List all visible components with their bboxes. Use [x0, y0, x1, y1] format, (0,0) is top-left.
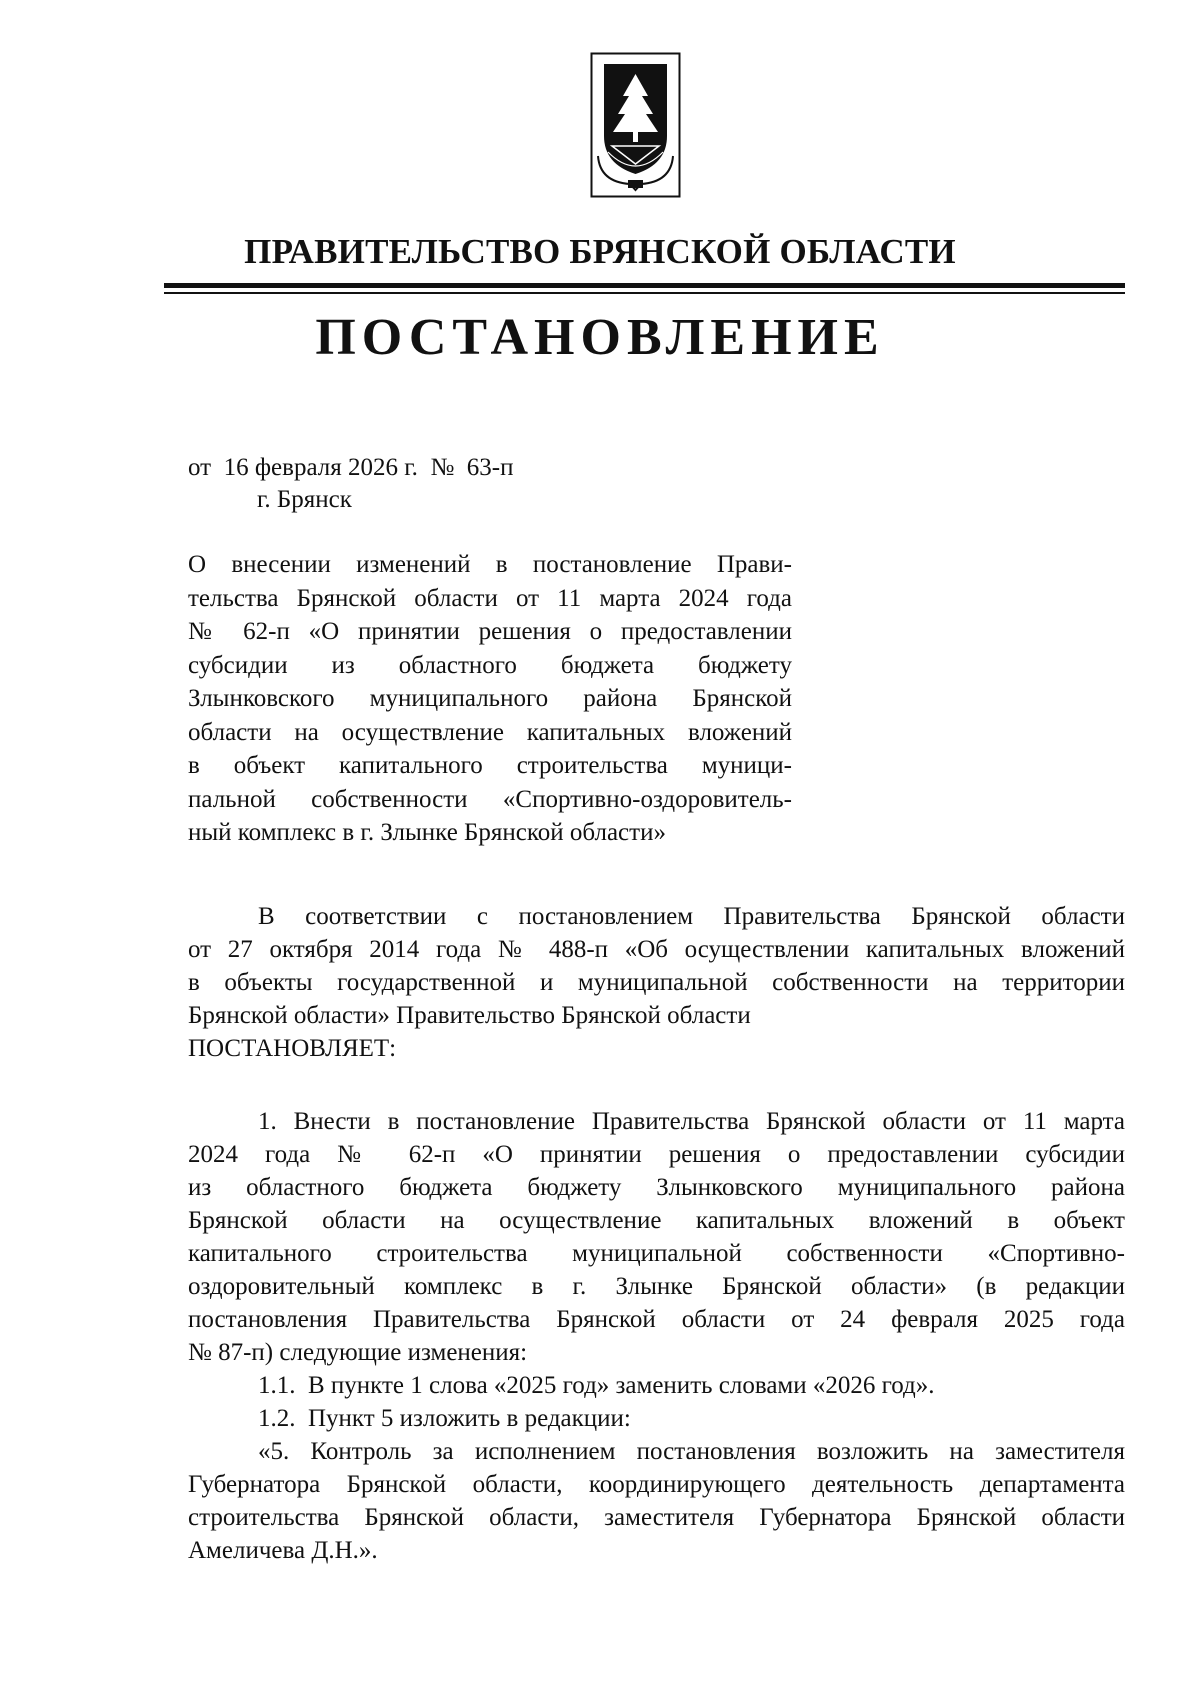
- subject-line: Злынковского муниципального района Брянской: [188, 685, 792, 712]
- subject-line: ный комплекс в г. Злынке Брянской области»: [188, 819, 666, 846]
- preamble-line: В соответствии с постановлением Правительства Брянской области: [258, 903, 1125, 930]
- subject-line: пальной собственности «Спортивно-оздоровитель-: [188, 785, 792, 813]
- header-rule-thick: [164, 283, 1125, 288]
- item-1-line: оздоровительный комплекс в г. Злынке Брянской области» (в редакции: [188, 1273, 1125, 1300]
- government-title: ПРАВИТЕЛЬСТВО БРЯНСКОЙ ОБЛАСТИ: [244, 232, 956, 271]
- item-1-line: Брянской области на осуществление капитальных вложений в объект: [188, 1207, 1125, 1234]
- document-date: 16 февраля 2026 г.: [223, 454, 418, 481]
- document-body: [188, 900, 1125, 1567]
- item-1-line: из областного бюджета бюджету Злынковского муниципального района: [188, 1174, 1125, 1201]
- subject-line: области на осуществление капитальных вложений: [188, 718, 792, 746]
- date-prefix: от: [188, 454, 212, 481]
- item-1-line: 2024 года № 62-п «О принятии решения о предоставлении субсидии: [188, 1141, 1125, 1168]
- subject-line: субсидии из областного бюджета бюджету: [188, 651, 792, 679]
- item-1-line: № 87-п) следующие изменения:: [188, 1339, 528, 1366]
- item-1-1: 1.1. В пункте 1 слова «2025 год» заменить словами «2026 год».: [258, 1372, 935, 1399]
- item-1-line: постановления Правительства Брянской области от 24 февраля 2025 года: [188, 1306, 1125, 1333]
- item-1-line: капитального строительства муниципальной собственности «Спортивно-: [188, 1240, 1125, 1267]
- subject-line: № 62-п «О принятии решения о предоставлении: [188, 618, 792, 645]
- preamble-line: от 27 октября 2014 года № 488-п «Об осуществлении капитальных вложений: [188, 936, 1125, 963]
- item-5-line: строительства Брянской области, заместителя Губернатора Брянской области: [188, 1504, 1125, 1531]
- item-1-2: 1.2. Пункт 5 изложить в редакции:: [258, 1405, 631, 1432]
- subject-line: О внесении изменений в постановление Прави-: [188, 551, 792, 578]
- preamble-line: Брянской области» Правительство Брянской области: [188, 1002, 751, 1029]
- coat-of-arms-icon: [590, 52, 681, 198]
- item-5-line: Губернатора Брянской области, координирующего деятельность департамента: [188, 1471, 1125, 1498]
- date-number-line: [188, 454, 514, 482]
- resolves-word: ПОСТАНОВЛЯЕТ:: [188, 1035, 397, 1062]
- item-1: [188, 1105, 1125, 1369]
- item-1-line: 1. Внести в постановление Правительства Брянской области от 11 марта: [258, 1108, 1125, 1135]
- header-rule-thin: [164, 292, 1125, 294]
- document-subject: [188, 548, 792, 850]
- preamble: [188, 900, 1125, 1065]
- item-5-line: «5. Контроль за исполнением постановления возложить на заместителя: [258, 1438, 1125, 1465]
- item-5-text: [188, 1435, 1125, 1567]
- number-prefix: №: [430, 454, 455, 481]
- document-type-title: ПОСТАНОВЛЕНИЕ: [315, 309, 885, 366]
- paragraph-gap: [188, 1065, 1125, 1105]
- subject-line: тельства Брянской области от 11 марта 2024 года: [188, 584, 792, 612]
- preamble-line: в объекты государственной и муниципальной собственности на территории: [188, 969, 1125, 996]
- subject-line: в объект капитального строительства муници-: [188, 752, 792, 779]
- city: г. Брянск: [257, 486, 352, 513]
- item-5-line: Амеличева Д.Н.».: [188, 1537, 378, 1564]
- document-number: 63-п: [466, 454, 514, 481]
